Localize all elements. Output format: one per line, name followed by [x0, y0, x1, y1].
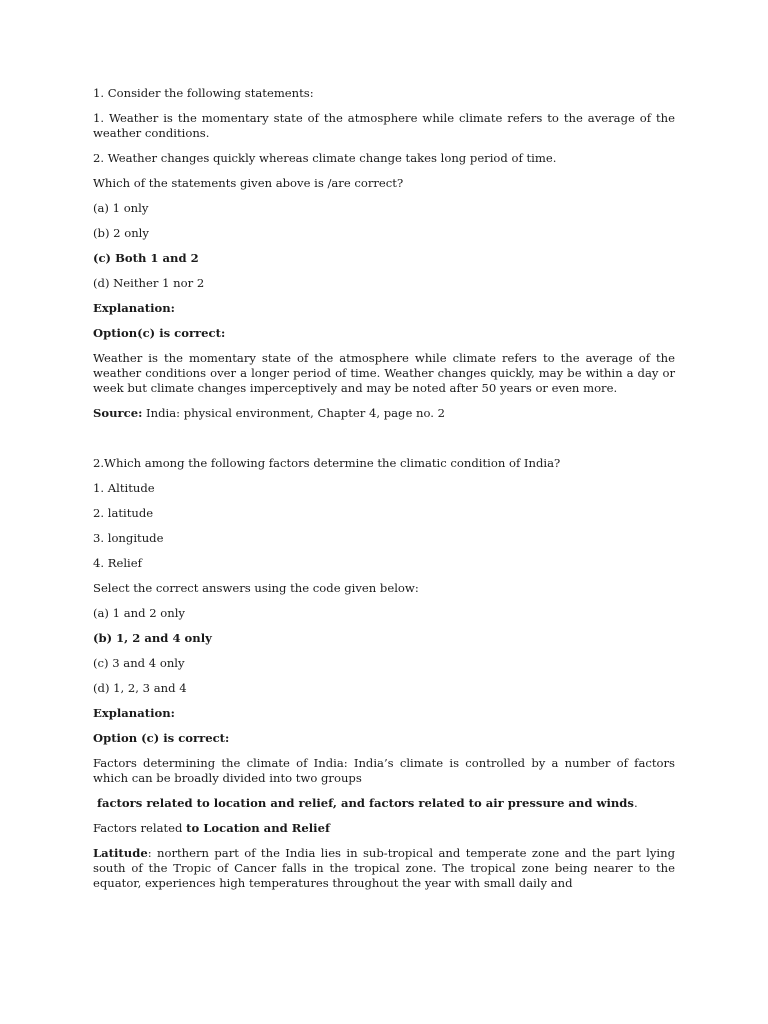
q2-factors-heading — [93, 821, 675, 836]
q1-source-label: Source: — [93, 406, 143, 420]
q2-correct-label: Option (c) is correct: — [93, 731, 230, 745]
q2-groups-bold: factors related to location and relief, and factors related to air pressure and winds — [97, 796, 634, 810]
q2-heading: 2.Which among the following factors determine the climatic condition of India? — [93, 456, 561, 470]
q1-option-d: (d) Neither 1 nor 2 — [93, 276, 205, 290]
q1-correct-label: Option(c) is correct: — [93, 326, 226, 340]
spacer — [93, 431, 675, 456]
q1-statement-1: 1. Weather is the momentary state of the atmosphere while climate refers to the average of the weather conditions. — [93, 111, 675, 140]
q2-option-d: (d) 1, 2, 3 and 4 — [93, 681, 187, 695]
q2-latitude-label: Latitude — [93, 846, 148, 860]
q2-explanation-label: Explanation: — [93, 706, 175, 720]
q2-option-b: (b) 1, 2 and 4 only — [93, 631, 212, 645]
q2-explanation: Factors determining the climate of India: India’s climate is controlled by a number of factors which can be broadly divided into two groups — [93, 756, 675, 785]
q1-explanation-label: Explanation: — [93, 301, 175, 315]
q1-source — [93, 406, 675, 421]
q2-factor-4: 4. Relief — [93, 556, 142, 570]
q1-option-a: (a) 1 only — [93, 201, 149, 215]
q1-option-b: (b) 2 only — [93, 226, 149, 240]
q2-latitude-text: : northern part of the India lies in sub-tropical and temperate zone and the part lying south of the Tropic of Cancer falls in the tropical zone. The tropical zone being nearer to the equator, experiences high temperatures throughout the year with small daily and — [93, 846, 675, 890]
q1-option-c: (c) Both 1 and 2 — [93, 251, 199, 265]
q2-groups-end: . — [633, 796, 638, 810]
q1-statement-2: 2. Weather changes quickly whereas climate change takes long period of time. — [93, 151, 557, 165]
q2-factor-2: 2. latitude — [93, 506, 154, 520]
q2-option-c: (c) 3 and 4 only — [93, 656, 185, 670]
q2-factor-1: 1. Altitude — [93, 481, 155, 495]
q2-latitude — [93, 846, 675, 891]
q2-groups — [93, 796, 675, 811]
q2-factors-bold: to Location and Relief — [186, 821, 330, 835]
q2-factor-3: 3. longitude — [93, 531, 164, 545]
q2-option-a: (a) 1 and 2 only — [93, 606, 185, 620]
q1-prompt: Which of the statements given above is /are correct? — [93, 176, 404, 190]
q1-explanation: Weather is the momentary state of the atmosphere while climate refers to the average of the weather conditions over a longer period of time. Weather changes quickly, may be within a day or week but climate changes imperceptively and may be noted after 50 years or even more. — [93, 351, 675, 395]
q1-source-text: India: physical environment, Chapter 4, page no. 2 — [142, 406, 446, 420]
q2-prompt: Select the correct answers using the code given below: — [93, 581, 419, 595]
q1-heading: 1. Consider the following statements: — [93, 86, 314, 100]
q2-factors-prefix: Factors related — [93, 821, 187, 835]
